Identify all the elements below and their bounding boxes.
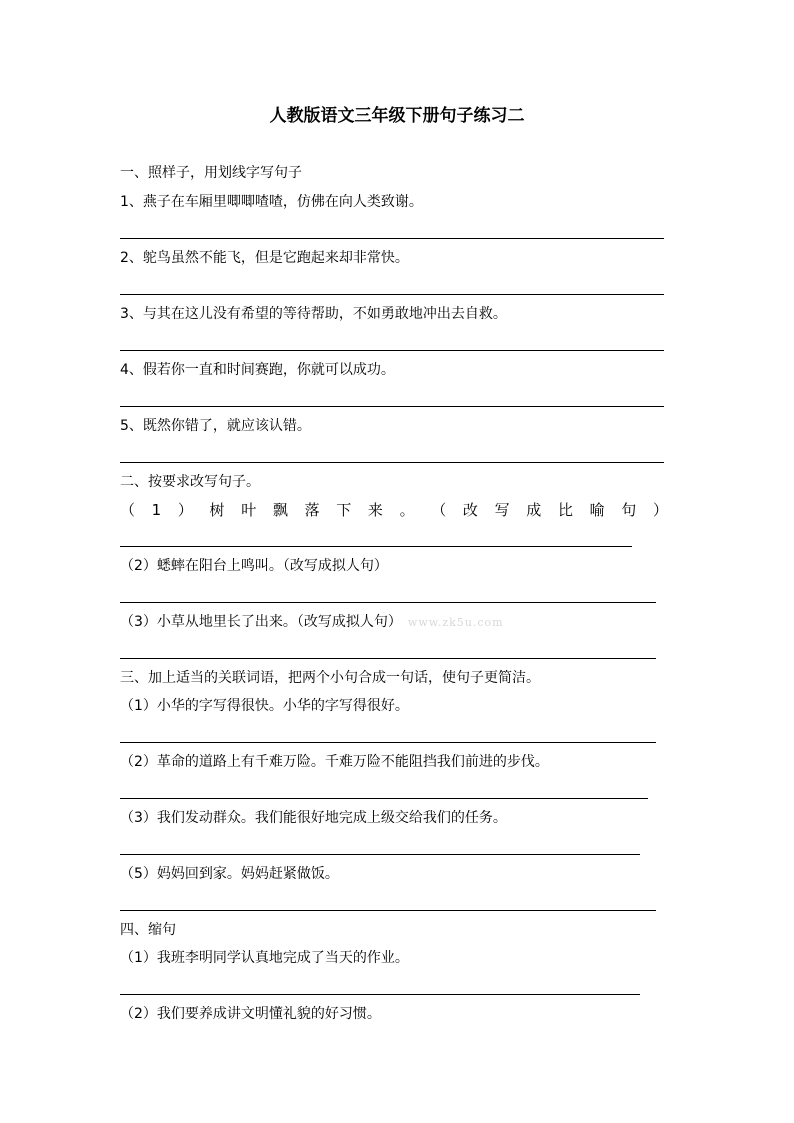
answer-line <box>120 742 656 743</box>
spread-char: 改 <box>462 501 478 519</box>
spread-char: 1 <box>151 501 162 519</box>
spread-char: 写 <box>494 501 510 519</box>
section-4-heading: 四、缩句 <box>120 922 176 938</box>
spread-char: （ <box>120 501 136 519</box>
section-1-item-4: 4、假若你一直和时间赛跑，你就可以成功。 <box>120 362 395 378</box>
page-title: 人教版语文三年级下册句子练习二 <box>269 106 525 126</box>
spread-char: 成 <box>526 501 542 519</box>
section-1-item-2: 2、鸵鸟虽然不能飞，但是它跑起来却非常快。 <box>120 250 409 266</box>
answer-line <box>120 658 656 659</box>
answer-line <box>120 238 664 239</box>
answer-line <box>120 462 664 463</box>
watermark-text: www.zk5u.com <box>407 616 504 629</box>
section-2-item-3-text: （3）小草从地里长了出来。（改写成拟人句） <box>120 614 402 630</box>
section-3-heading: 三、加上适当的关联词语，把两个小句合成一句话，使句子更简洁。 <box>120 670 540 686</box>
section-3-item-4: （5）妈妈回到家。妈妈赶紧做饭。 <box>120 866 339 882</box>
answer-line <box>120 350 664 351</box>
spread-char: 飘 <box>272 501 288 519</box>
section-2-item-3 <box>120 612 504 633</box>
section-1-item-1: 1、燕子在车厢里唧唧喳喳，仿佛在向人类致谢。 <box>120 194 423 210</box>
spread-char: 。 <box>399 501 415 519</box>
spread-char: 下 <box>336 501 352 519</box>
spread-char: 来 <box>367 501 383 519</box>
spread-char: 比 <box>557 501 573 519</box>
spread-char: 落 <box>304 501 320 519</box>
section-3-item-1: （1）小华的字写得很快。小华的字写得很好。 <box>120 698 409 714</box>
section-1-item-3: 3、与其在这儿没有希望的等待帮助，不如勇敢地冲出去自救。 <box>120 306 507 322</box>
answer-line <box>120 406 664 407</box>
answer-line <box>120 602 656 603</box>
section-4-item-1: （1）我班李明同学认真地完成了当天的作业。 <box>120 950 409 966</box>
spread-char: 句 <box>621 501 637 519</box>
spread-char: ） <box>652 501 668 519</box>
spread-char: 叶 <box>241 501 257 519</box>
section-3-item-2: （2）革命的道路上有千难万险。千难万险不能阻挡我们前进的步伐。 <box>120 754 549 770</box>
section-2-heading: 二、按要求改写句子。 <box>120 474 260 490</box>
answer-line <box>120 546 632 547</box>
answer-line <box>120 798 648 799</box>
answer-line <box>120 294 664 295</box>
section-2-item-1 <box>120 500 668 520</box>
section-4-item-2: （2）我们要养成讲文明懂礼貌的好习惯。 <box>120 1006 381 1022</box>
spread-char: （ <box>431 501 447 519</box>
spread-char: 喻 <box>589 501 605 519</box>
spread-char: 树 <box>209 501 225 519</box>
section-3-item-3: （3）我们发动群众。我们能很好地完成上级交给我们的任务。 <box>120 810 507 826</box>
spread-char: ） <box>177 501 193 519</box>
answer-line <box>120 994 640 995</box>
answer-line <box>120 910 656 911</box>
section-1-item-5: 5、既然你错了，就应该认错。 <box>120 418 311 434</box>
answer-line <box>120 854 640 855</box>
section-2-item-2: （2）蟋蟀在阳台上鸣叫。（改写成拟人句） <box>120 558 388 574</box>
section-1-heading: 一、照样子，用划线字写句子 <box>120 165 302 181</box>
